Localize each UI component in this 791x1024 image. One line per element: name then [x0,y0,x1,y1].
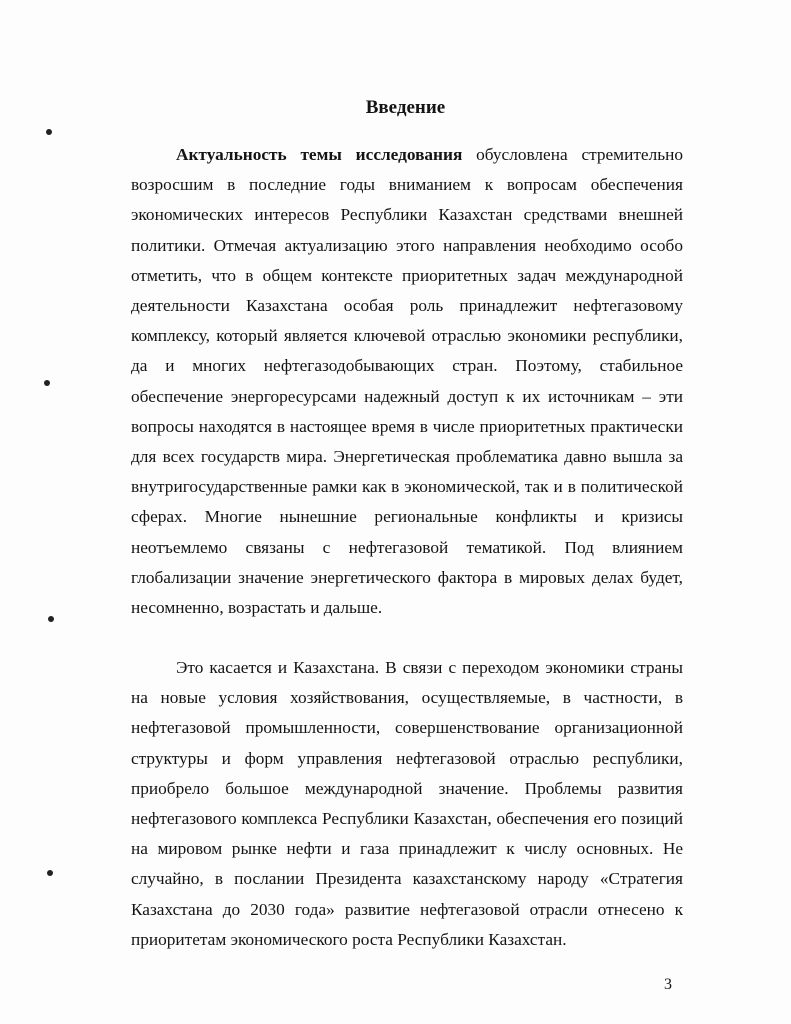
scan-mark [46,129,52,135]
scan-mark [47,870,53,876]
paragraph-1 [131,140,683,623]
paragraph-1-text: обусловлена стремительно возросшим в последние годы вниманием к вопросам обеспечения экономических интересов Республики Казахстан средствами внешней политики. Отмечая актуализацию этого направления необходимо особо отметить, что в общем контексте приоритетных задач международной деятельности Казахстана особая роль принадлежит нефтегазовому комплексу, который является ключевой отраслью экономики республики, да и многих нефтегазодобывающих стран. Поэтому, стабильное обеспечение энергоресурсами надежный доступ к их источникам – эти вопросы находятся в настоящее время в числе приоритетных практически для всех государств мира. Энергетическая проблематика давно вышла за внутригосударственные рамки как в экономической, так и в политической сферах. Многие нынешние региональные конфликты и кризисы неотъемлемо связаны с нефтегазовой тематикой. Под влиянием глобализации значение энергетического фактора в мировых делах будет, несомненно, возрастать и дальше. [131,145,683,618]
paragraph-2: Это касается и Казахстана. В связи с переходом экономики страны на новые условия хозяйствования, осуществляемые, в частности, в нефтегазовой промышленности, совершенствование организационной структуры и форм управления нефтегазовой отраслью республики, приобрело большое международной значение. Проблемы развития нефтегазового комплекса Республики Казахстан, обеспечения его позиций на мировом рынке нефти и газа принадлежит к числу основных. Не случайно, в послании Президента казахстанскому народу «Стратегия Казахстана до 2030 года» развитие нефтегазовой отрасли отнесено к приоритетам экономического роста Республики Казахстан. [131,658,683,949]
scan-mark [44,380,50,386]
scan-mark [48,616,54,622]
paragraph-1-lead: Актуальность темы исследования [176,145,463,164]
page-number: 3 [664,976,672,993]
page-title: Введение [365,97,446,118]
